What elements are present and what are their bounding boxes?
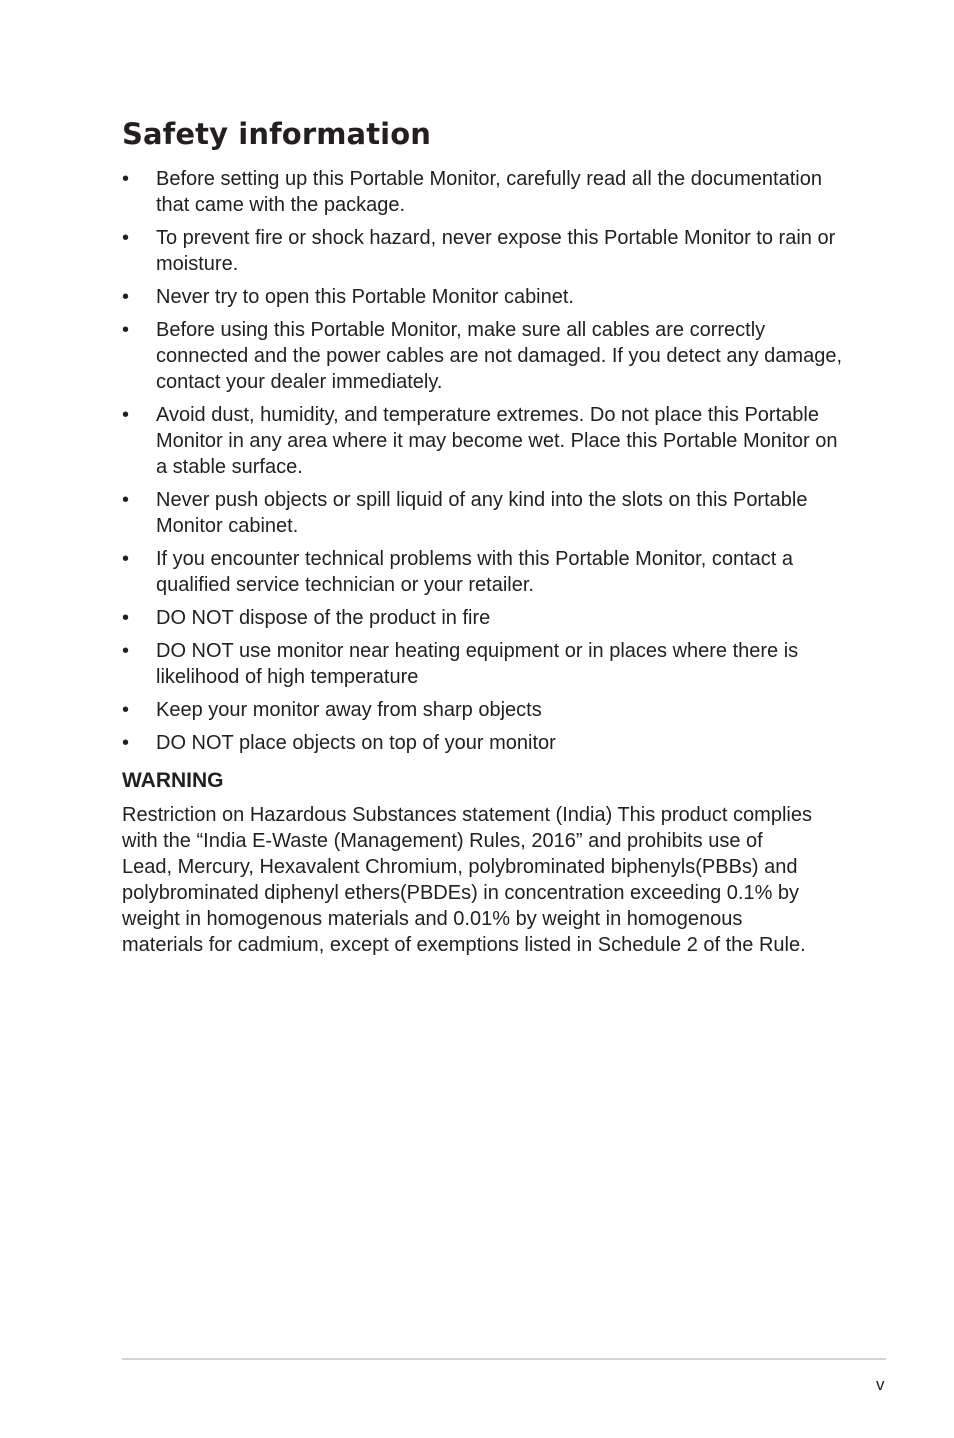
bullet-text: Never push objects or spill liquid of any kind into the slots on this Portable Monitor cabinet. bbox=[156, 489, 808, 537]
list-item bbox=[122, 605, 842, 631]
list-item bbox=[122, 166, 842, 218]
footer-divider bbox=[122, 1358, 886, 1360]
list-item bbox=[122, 402, 842, 480]
bullet-icon: • bbox=[122, 640, 130, 662]
bullet-text: DO NOT place objects on top of your monitor bbox=[156, 732, 556, 754]
warning-heading: WARNING bbox=[122, 769, 224, 792]
bullet-icon: • bbox=[122, 699, 130, 721]
list-item bbox=[122, 487, 842, 539]
bullet-icon: • bbox=[122, 286, 130, 308]
bullet-text: DO NOT use monitor near heating equipment or in places where there is likelihood of high temperature bbox=[156, 640, 799, 688]
list-item bbox=[122, 638, 842, 690]
bullet-text: Before using this Portable Monitor, make sure all cables are correctly connected and the power cables are not damaged. If you detect any damage, contact your dealer immediately. bbox=[156, 319, 843, 393]
page-title: Safety information bbox=[122, 117, 431, 151]
bullet-text: Before setting up this Portable Monitor, carefully read all the documentation that came with the package. bbox=[156, 168, 822, 216]
list-item bbox=[122, 730, 842, 756]
bullet-text: If you encounter technical problems with this Portable Monitor, contact a qualified service technician or your retailer. bbox=[156, 548, 794, 596]
list-item bbox=[122, 225, 842, 277]
bullet-icon: • bbox=[122, 168, 130, 190]
bullet-icon: • bbox=[122, 227, 130, 249]
warning-text: Restriction on Hazardous Substances statement (India) This product complies with the “India E-Waste (Management) Rules, 2016” and prohibits use of Lead, Mercury, Hexavalent Chromium, polybrominated biphenyls(PBBs) and polybrominated diphenyl ethers(PBDEs) in concentration exceeding 0.1% by weight in homogenous materials and 0.01% by weight in homogenous materials for cadmium, except of exemptions listed in Schedule 2 of the Rule. bbox=[122, 804, 812, 956]
list-item bbox=[122, 697, 842, 723]
bullet-icon: • bbox=[122, 607, 130, 629]
safety-bullet-list bbox=[122, 166, 842, 763]
bullet-text: Never try to open this Portable Monitor cabinet. bbox=[156, 286, 574, 308]
bullet-text: Avoid dust, humidity, and temperature extremes. Do not place this Portable Monitor in any area where it may become wet. Place this Portable Monitor on a stable surface. bbox=[156, 404, 838, 478]
bullet-icon: • bbox=[122, 548, 130, 570]
bullet-text: DO NOT dispose of the product in fire bbox=[156, 607, 491, 629]
page-number: v bbox=[876, 1375, 885, 1394]
list-item bbox=[122, 317, 842, 395]
bullet-icon: • bbox=[122, 319, 130, 341]
bullet-icon: • bbox=[122, 404, 130, 426]
bullet-text: To prevent fire or shock hazard, never expose this Portable Monitor to rain or moisture. bbox=[156, 227, 836, 275]
list-item bbox=[122, 284, 842, 310]
bullet-icon: • bbox=[122, 732, 130, 754]
list-item bbox=[122, 546, 842, 598]
bullet-text: Keep your monitor away from sharp objects bbox=[156, 699, 542, 721]
bullet-icon: • bbox=[122, 489, 130, 511]
